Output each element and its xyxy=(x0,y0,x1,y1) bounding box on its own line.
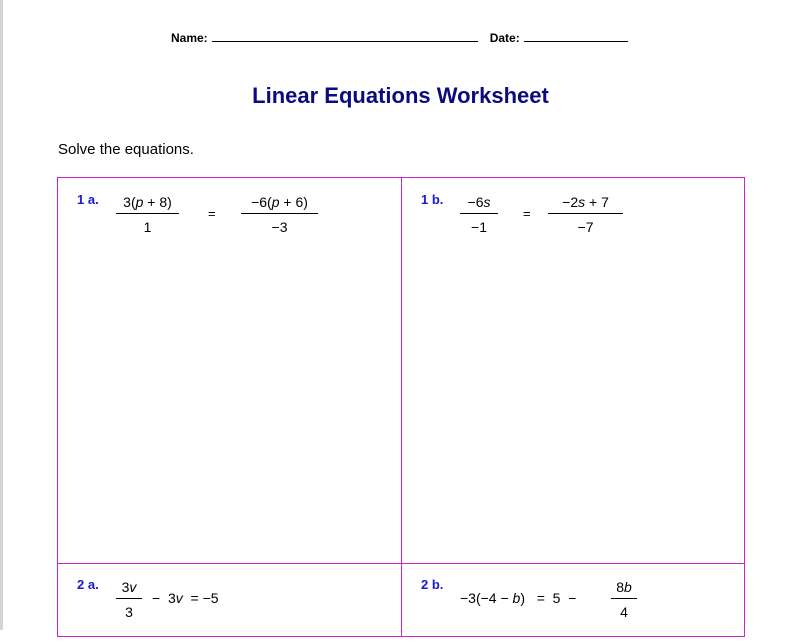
worksheet-title: Linear Equations Worksheet xyxy=(252,83,549,108)
numerator: 3v xyxy=(116,579,142,599)
lhs-fraction xyxy=(116,579,142,620)
lhs-fraction xyxy=(116,194,179,235)
denominator: −3 xyxy=(271,219,288,235)
date-label: Date: xyxy=(489,31,520,45)
instructions: Solve the equations. xyxy=(58,141,194,158)
numerator: 3(p + 8) xyxy=(116,194,179,214)
numerator: −6s xyxy=(460,194,498,214)
expression-lhs: −3(−4 − b) = 5 − xyxy=(460,590,577,606)
numerator: 8b xyxy=(611,579,637,599)
numerator: −6(p + 6) xyxy=(241,194,318,214)
problem-label: 2 a. xyxy=(77,577,99,592)
name-blank xyxy=(212,31,478,42)
rhs-fraction xyxy=(548,194,623,235)
name-label: Name: xyxy=(171,31,208,45)
problem-grid xyxy=(57,177,745,637)
equals-sign: = xyxy=(523,206,531,221)
denominator: −1 xyxy=(471,219,487,235)
denominator: −7 xyxy=(577,219,594,235)
problem-2b xyxy=(402,564,745,644)
equals-sign: = xyxy=(208,206,216,221)
name-date-line xyxy=(171,31,628,45)
problem-label: 2 b. xyxy=(421,577,444,592)
rhs-fraction xyxy=(241,194,318,235)
date-blank xyxy=(524,31,628,42)
problem-1b xyxy=(402,178,745,563)
problem-2a xyxy=(58,564,401,644)
lhs-fraction xyxy=(460,194,498,235)
denominator: 4 xyxy=(620,604,628,620)
denominator: 1 xyxy=(143,219,152,235)
expression-rest: − 3v = −5 xyxy=(152,590,219,606)
numerator: −2s + 7 xyxy=(548,194,623,214)
denominator: 3 xyxy=(125,604,133,620)
problem-1a xyxy=(58,178,401,563)
problem-label: 1 a. xyxy=(77,192,99,207)
problem-label: 1 b. xyxy=(421,192,444,207)
rhs-fraction xyxy=(611,579,637,620)
